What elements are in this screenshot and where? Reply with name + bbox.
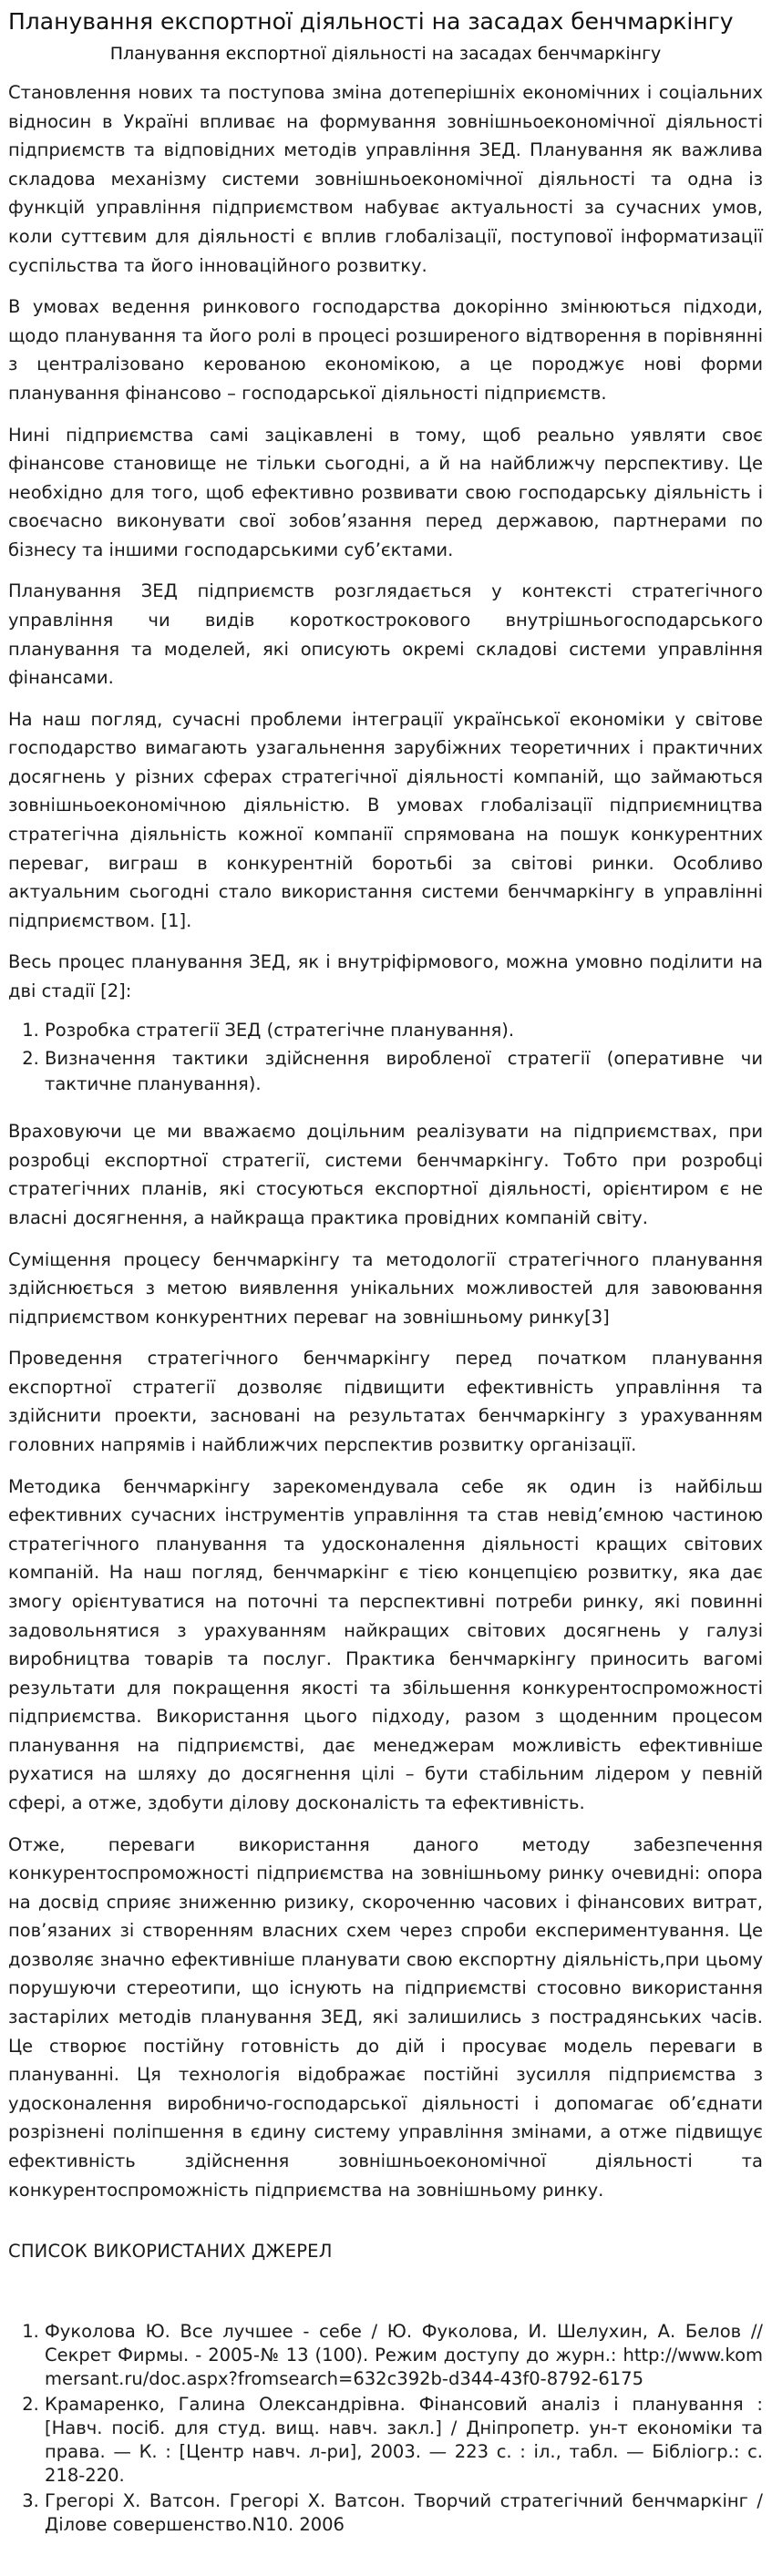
reference-text: Фуколова Ю. Все лучшее - себе / Ю. Фуколова, И. Шелухин, А. Белов // Секрет Фирмы. - 2005-№ 13 (100). Режим доступу до журн.: bbox=[45, 2321, 763, 2366]
references-heading: СПИСОК ВИКОРИСТАНИХ ДЖЕРЕЛ bbox=[8, 2241, 333, 2263]
document-subtitle: Планування експортної діяльності на засадах бенчмаркінгу bbox=[109, 43, 662, 64]
paragraph: Методика бенчмаркінгу зарекомендувала себе як один із найбільш ефективних сучасних інструментів управління та став невід’ємною частиною стратегічного планування та удосконалення діяльності кращих світових компаній. На наш погляд, бенчмаркінг є тією концепцією розвитку, яка дає змогу орієнтуватися на поточні та перспективні потреби ринку, які повинні задовольнятися з урахуванням найкращих світових досягнень у галузі виробництва товарів та послуг. Практика бенчмаркінгу приносить вагомі результати для покращення якості та збільшення конкурентоспроможності підприємства. Використання цього підходу, разом з щоденним процесом планування на підприємстві, дає менеджерам можливість ефективніше рухатися на шляху до досягнення цілі – бути стабільним лідером у певній сфері, а отже, здобути ділову досконалість та ефективність. bbox=[8, 1475, 763, 1813]
reference-text: Крамаренко, Галина Олександрівна. Фінансовий аналіз і планування : [Навч. посіб. для студ. вищ. навч. закл.] / Дніпропетр. ун-т економіки та права. — К. : [Центр навч. л-ри], 2003. — 223 с. : іл., табл. — Бібліогр.: с. 218-220. bbox=[45, 2394, 763, 2486]
paragraph: На наш погляд, сучасні проблеми інтеграції української економіки у світове господарство вимагають узагальнення зарубіжних теоретичних і практичних досягнень у різних сферах стратегічної діяльності компаній, що займаються зовнішньоекономічною діяльністю. В умовах глобалізації підприємництва стратегічна діяльність кожної компанії спрямована на пошук конкурентних переваг, виграш в конкурентній боротьбі за світові ринки. Особливо актуальним сьогодні стало використання системи бенчмаркінгу в управлінні підприємством. [1]. bbox=[8, 708, 763, 931]
paragraph: В умовах ведення ринкового господарства докорінно змінюються підходи, щодо планування та його ролі в процесі розширеного відтворення в порівнянні з централізовано керованою економікою, а це породжує нові форми планування фінансово – господарської діяльності підприємств. bbox=[8, 296, 763, 404]
paragraph: Отже, переваги використання даного методу забезпечення конкурентоспроможності підприємства на зовнішньому ринку очевидні: опора на досвід сприяє зниженню ризику, скороченню часових і фінансових витрат, пов’язаних зі створенням власних схем через спроби експериментування. Це дозволяє значно ефективніше планувати свою експортну діяльність,при цьому порушуючи стереотипи, що існують на підприємстві стосовно використання застарілих методів планування ЗЕД, які залишились з пострадянських часів. Це створює постійну готовність до дій і просуває модель переваги в плануванні. Ця технологія відображає постійні зусилля підприємства з удосконалення виробничо-господарської діяльності і допомагає об’єднати розрізнені поліпшення в єдину систему управління змінами, а отже підвищує ефективність здійснення зовнішньоекономічної діяльності та конкурентоспроможність підприємства на зовнішньому ринку. bbox=[8, 1833, 763, 2201]
paragraph: Становлення нових та поступова зміна дотеперішніх економічних і соціальних відносин в Україні впливає на формування зовнішньоекономічної діяльності підприємств та відповідних методів управління ЗЕД. Планування як важлива складова механізму системи зовнішньоекономічної діяльності та одна із функцій управління підприємством набуває актуальності за сучасних умов, коли суттєвим для діяльності є вплив глобалізації, поступової інформатизації суспільства та його інноваційного розвитку. bbox=[8, 82, 763, 276]
paragraph: Враховуючи це ми вважаємо доцільним реалізувати на підприємствах, при розробці експортної стратегії, системи бенчмаркінгу. Тобто при розробці стратегічних планів, які стосуються експортної діяльності, орієнтиром є не власні досягнення, а найкраща практика провідних компаній світу. bbox=[8, 1121, 763, 1229]
list-item: 1. Розробка стратегії ЗЕД (стратегічне планування). bbox=[45, 1018, 763, 1043]
reference-text: Грегорі Х. Ватсон. Грегорі Х. Ватсон. Творчий стратегічний бенчмаркінг / Ділове совершенство.N10. 2006 bbox=[45, 2490, 763, 2535]
paragraph: Планування ЗЕД підприємств розглядається у контексті стратегічного управління чи видів короткострокового внутрішньогосподарського планування та моделей, які описують окремі складові системи управління фінансами. bbox=[8, 580, 763, 689]
references-list bbox=[8, 2320, 763, 2537]
reference-item bbox=[45, 2393, 763, 2487]
paragraph: Весь процес планування ЗЕД, як і внутріфірмового, можна умовно поділити на дві стадії [2]: bbox=[8, 951, 763, 1001]
planning-stages-list bbox=[8, 1018, 763, 1097]
reference-item bbox=[45, 2320, 763, 2390]
reference-url[interactable]: http://www.kommersant.ru/doc.aspx?fromsearch=632c392b-d344-43f0-8792-6175 bbox=[45, 2344, 763, 2389]
list-item: 2. Визначення тактики здійснення виробленої стратегії (оперативне чи тактичне планування). bbox=[45, 1046, 763, 1098]
paragraph: Нині підприємства самі зацікавлені в тому, щоб реально уявляти своє фінансове становище не тільки сьогодні, а й на найближчу перспективу. Це необхідно для того, щоб ефективно розвивати свою господарську діяльність і своєчасно виконувати свої зобов’язання перед державою, партнерами по бізнесу та іншими господарськими суб’єктами. bbox=[8, 424, 763, 560]
paragraph: Проведення стратегічного бенчмаркінгу перед початком планування експортної стратегії дозволяє підвищити ефективність управління та здійснити проекти, засновані на результатах бенчмаркінгу з урахуванням головних напрямів і найближчих перспектив розвитку організації. bbox=[8, 1348, 763, 1456]
paragraph: Суміщення процесу бенчмаркінгу та методології стратегічного планування здійснюється з метою виявлення унікальних можливостей для завоювання підприємством конкурентних переваг на зовнішньому ринку[3] bbox=[8, 1248, 763, 1328]
document-title: Планування експортної діяльності на засадах бенчмаркінгу bbox=[8, 8, 734, 35]
reference-item bbox=[45, 2489, 763, 2536]
